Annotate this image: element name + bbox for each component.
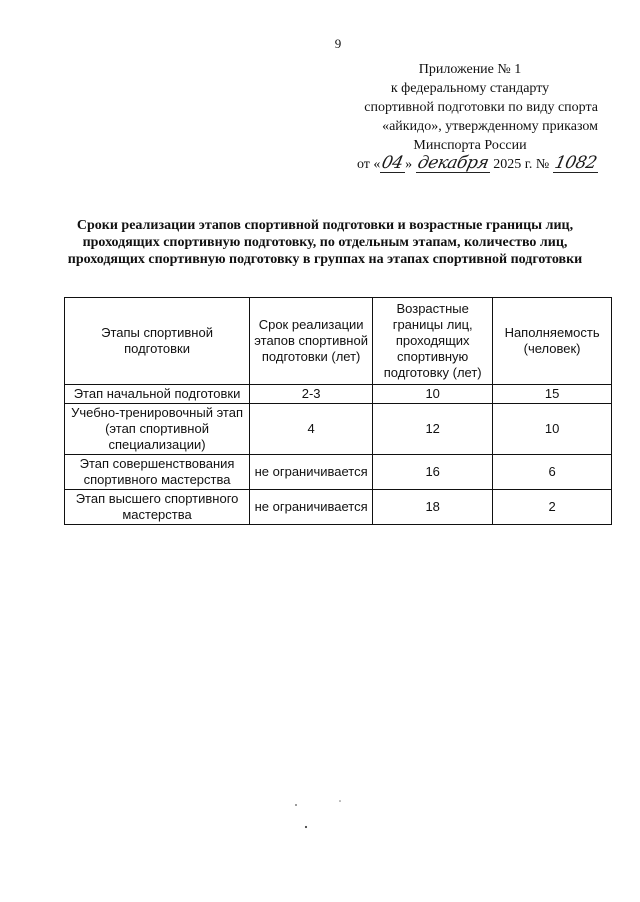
stage-duration: 4 [250,404,373,455]
document-title: Сроки реализации этапов спортивной подготовки и возрастные границы лиц, проходящих спортивную подготовку, по отдельным этапам, количество лиц, проходящих спортивную подготовку в группах на этапах спортивной подготовки [67,218,583,267]
stage-group-size: 15 [493,385,612,404]
stage-name: Учебно-тренировочный этап (этап спортивной специализации) [65,404,250,455]
table-row [65,490,612,525]
stage-age: 12 [373,404,493,455]
table-header-row [65,298,612,385]
date-mid: » [405,157,413,172]
annex-header [320,60,620,174]
annex-line-sport: спортивной подготовки по виду спорта [364,100,598,115]
stage-group-size: 10 [493,404,612,455]
date-day-slot [380,153,406,173]
date-year: 2025 г. № [493,157,550,172]
stage-group-size: 6 [493,455,612,490]
table-row [65,404,612,455]
stage-duration: не ограничивается [250,490,373,525]
stage-age: 10 [373,385,493,404]
stage-group-size: 2 [493,490,612,525]
stage-duration: 2-3 [250,385,373,404]
stage-age: 18 [373,490,493,525]
stage-age: 16 [373,455,493,490]
table-row [65,385,612,404]
table-row [65,455,612,490]
date-month-handwritten: декабря [415,153,490,173]
page-number: 9 [334,36,342,51]
order-number-slot [552,153,599,173]
annex-line-order: «айкидо», утвержденному приказом [382,119,598,134]
order-number-handwritten: 1082 [552,153,599,173]
stage-name: Этап высшего спортивного мастерства [65,490,250,525]
stage-name: Этап начальной подготовки [65,385,250,404]
date-day-handwritten: 04 [380,153,406,173]
annex-date-line [320,155,620,174]
date-month-slot [415,153,490,173]
date-prefix: от « [356,157,381,172]
stage-name: Этап совершенствования спортивного мастерства [65,455,250,490]
scan-specks [290,795,350,835]
header-group-size: Наполняемость (человек) [493,298,612,385]
stages-table [64,297,612,525]
header-stage: Этапы спортивной подготовки [65,298,250,385]
annex-line-ministry: Минспорта России [413,138,527,153]
annex-title: Приложение № 1 [418,62,522,77]
stage-duration: не ограничивается [250,455,373,490]
annex-line-standard: к федеральному стандарту [390,81,550,96]
header-age-limits: Возрастные границы лиц, проходящих спортивную подготовку (лет) [373,298,493,385]
header-duration: Срок реализации этапов спортивной подготовки (лет) [250,298,373,385]
